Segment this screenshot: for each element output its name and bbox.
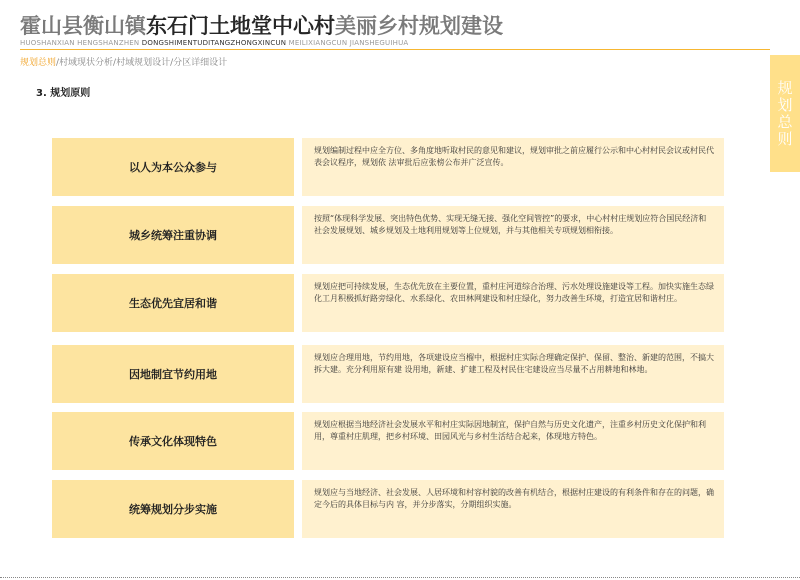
title-part-project: 美丽乡村规划建设 (335, 14, 503, 38)
breadcrumb-active[interactable]: 规划总则 (20, 58, 57, 68)
principle-row (52, 412, 724, 470)
subtitle-part-town: HUOSHANXIAN HENGSHANZHEN (20, 39, 142, 47)
title-part-village: 东石门土地堂中心村 (146, 14, 335, 38)
principle-label: 传承文化体现特色 (52, 412, 294, 470)
document-title (20, 10, 503, 40)
principle-row (52, 274, 724, 332)
breadcrumb (20, 55, 227, 68)
principle-row (52, 206, 724, 264)
subtitle-part-project: MEILIXIANGCUN JIANSHEGUIHUA (286, 39, 409, 47)
document-subtitle (20, 39, 408, 47)
side-tab[interactable] (770, 55, 800, 172)
principle-row (52, 480, 724, 538)
principle-description: 规划应把可持续发展，生态优先放在主要位置，重村庄河道综合治理、污水处理设施建设等工程。加快实施生态绿化工月积极抓好路旁绿化、水系绿化、农田林网建设和村庄绿化，努力改善生环境，打造宜居和谐村庄。 (302, 274, 724, 332)
section-title: 3. 规划原则 (36, 88, 91, 99)
principle-label: 统筹规划分步实施 (52, 480, 294, 538)
principle-description: 规划应合理用地，节约用地，各项建设应当榴中，根据村庄实际合理确定保护、保留、整治、新建的范围，不搞大拆大建。充分利用原有建 设用地，新建、扩建工程及村民住宅建设应当尽量不占用耕地和林地。 (302, 345, 724, 403)
principle-label: 城乡统筹注重协调 (52, 206, 294, 264)
side-tab-label: 规划总则 (775, 79, 794, 148)
principle-row (52, 138, 724, 196)
principle-description: 规划应与当地经济、社会发展、人居环境和村容村貌的改善有机结合，根据村庄建设的有利条件和存在的问题，确定今后的具体目标与内 容，并分步落实，分期组织实施。 (302, 480, 724, 538)
breadcrumb-rest[interactable]: /村域现状分析/村域规划设计/分区详细设计 (56, 58, 228, 68)
title-part-town: 霍山县衡山镇 (20, 14, 146, 38)
principle-row (52, 345, 724, 403)
principle-label: 因地制宜节约用地 (52, 345, 294, 403)
subtitle-part-village: DONGSHIMENTUDITANGZHONGXINCUN (141, 39, 287, 47)
footer-divider (0, 577, 800, 578)
header-divider (20, 49, 770, 50)
principle-label: 以人为本公众参与 (52, 138, 294, 196)
principle-description: 按照“体现科学发展、突出特色优势、实现无缝无接、强化空间管控”的要求，中心村村庄规划应符合国民经济和社会发展规划、城乡规划及土地利用规划等上位规划，并与其他相关专项规划相衔接。 (302, 206, 724, 264)
principle-description: 规划应根据当地经济社会发展水平和村庄实际因地制宜，保护自然与历史文化遗产，注重乡村历史文化保护和利用，尊重村庄肌理，把乡村环境、田园风光与乡村生活结合起来，体现地方特色。 (302, 412, 724, 470)
principle-description: 规划编制过程中应全方位、多角度地听取村民的意见和建议，规划审批之前应履行公示和中心村村民会议或村民代表会议程序，规划依 法审批后应张榜公布并广泛宣传。 (302, 138, 724, 196)
principle-label: 生态优先宜居和谐 (52, 274, 294, 332)
